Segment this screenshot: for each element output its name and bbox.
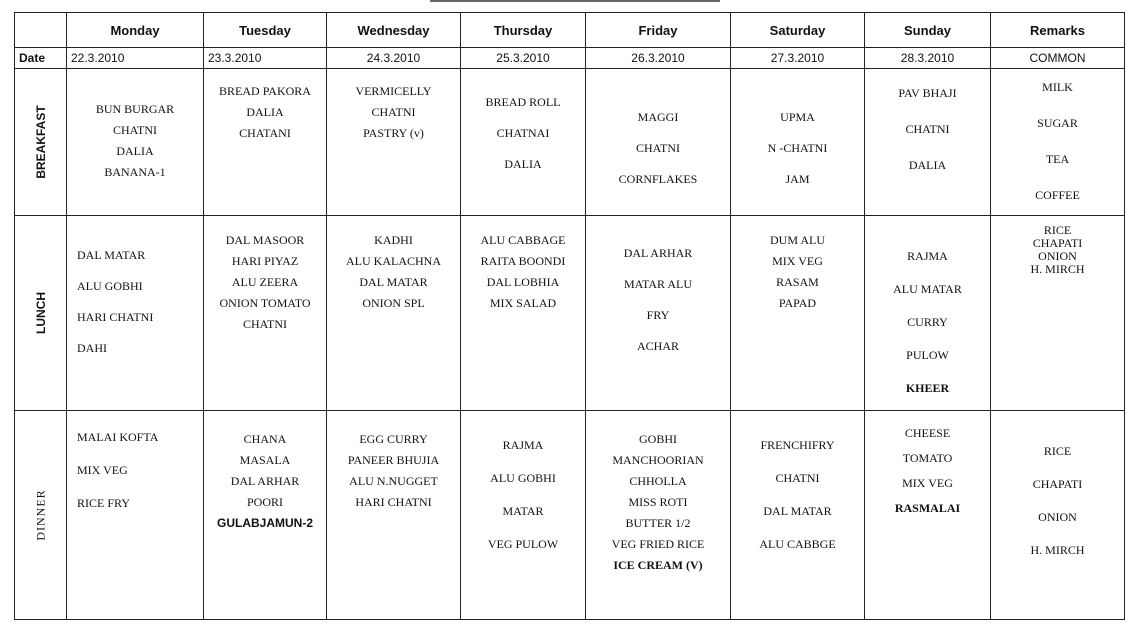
lunch-cell-0 [67, 216, 204, 411]
lunch-label: LUNCH [33, 292, 48, 334]
menu-item: CHATANI [239, 126, 291, 140]
menu-item: DUM ALU [769, 233, 825, 247]
menu-item: CHAPATI [1032, 236, 1083, 250]
breakfast-cell-6 [865, 69, 991, 216]
lunch-cell-5 [731, 216, 865, 411]
menu-item: BANANA-1 [104, 165, 166, 179]
menu-item: HARI PIYAZ [231, 254, 299, 268]
menu-item: ONION SPL [362, 296, 425, 310]
menu-item: MIX VEG [772, 254, 823, 268]
lunch-cell-2 [327, 216, 461, 411]
date-cell: 23.3.2010 [204, 48, 327, 69]
menu-item: CHATNI [775, 471, 820, 485]
header-row [15, 13, 1125, 48]
menu-item: ALU N.NUGGET [349, 474, 438, 488]
header-tuesday: Tuesday [204, 13, 327, 48]
menu-item: H. MIRCH [1030, 543, 1085, 557]
menu-item: DAL MASOOR [225, 233, 305, 247]
menu-item: BUTTER 1/2 [625, 516, 691, 530]
dinner-cell-2 [327, 411, 461, 620]
breakfast-cell-4 [586, 69, 731, 216]
breakfast-items [461, 69, 585, 182]
header-remarks: Remarks [991, 13, 1125, 48]
dinner-items [731, 411, 864, 563]
menu-item: TEA [1045, 152, 1070, 166]
lunch-cell-6 [865, 216, 991, 411]
menu-item: MAGGI [637, 109, 679, 124]
menu-item: CHATNI [113, 123, 157, 137]
menu-item: MISS ROTI [628, 495, 688, 509]
breakfast-label-cell [15, 69, 67, 216]
menu-item: RAJMA [502, 438, 544, 452]
menu-item: POORI [246, 495, 283, 509]
lunch-items [586, 216, 730, 364]
menu-item: ALU CABBGE [759, 537, 836, 551]
menu-item: CHAPATI [1032, 477, 1083, 491]
dinner-items [586, 411, 730, 578]
menu-item: CORNFLAKES [618, 171, 698, 186]
lunch-cell-1 [204, 216, 327, 411]
lunch-items [204, 216, 326, 337]
menu-item: CHATNAI [496, 126, 550, 140]
menu-item: DAL LOBHIA [486, 275, 560, 289]
menu-item: GULABJAMUN-2 [217, 516, 313, 530]
breakfast-cell-2 [327, 69, 461, 216]
menu-item: RICE FRY [77, 496, 131, 510]
menu-item: FRY [646, 308, 670, 322]
menu-item: CURRY [907, 315, 948, 329]
menu-item: TOMATO [902, 451, 953, 465]
menu-item: MIX VEG [77, 463, 128, 477]
menu-item: DAL MATAR [359, 275, 428, 289]
date-cell: 27.3.2010 [731, 48, 865, 69]
menu-item: DAL ARHAR [623, 246, 693, 260]
menu-item: GOBHI [639, 432, 677, 446]
menu-item: MATAR ALU [623, 277, 693, 291]
dinner-items [204, 411, 326, 536]
menu-item: COFFEE [1035, 188, 1080, 202]
menu-item: MATAR [502, 504, 544, 518]
menu-item: CHATNI [371, 105, 416, 119]
menu-item: CHEESE [904, 426, 951, 440]
dinner-cell-0 [67, 411, 204, 620]
menu-item: DAL ARHAR [230, 474, 300, 488]
menu-item: MALAI KOFTA [77, 430, 159, 444]
menu-item: DAL MATAR [77, 248, 146, 262]
breakfast-items [327, 69, 460, 146]
menu-item: VEG FRIED RICE [611, 537, 705, 551]
breakfast-cell-0 [67, 69, 204, 216]
menu-item: VERMICELLY [355, 84, 432, 98]
menu-item: RICE [1043, 223, 1072, 237]
breakfast-items [204, 69, 326, 146]
header-sunday: Sunday [865, 13, 991, 48]
menu-item: CHHOLLA [629, 474, 687, 488]
menu-item: CHATNI [636, 140, 680, 155]
menu-item: ALU GOBHI [490, 471, 556, 485]
menu-item: MANCHOORIAN [612, 453, 704, 467]
breakfast-cell-5 [731, 69, 865, 216]
top-rule [430, 0, 720, 2]
menu-item: DALIA [908, 158, 947, 172]
menu-item: ICE CREAM (V) [613, 558, 703, 572]
lunch-items [865, 216, 990, 407]
menu-item: ALU MATAR [893, 282, 962, 296]
date-cell: 28.3.2010 [865, 48, 991, 69]
menu-item: MIX VEG [902, 476, 953, 490]
menu-item: HARI CHATNI [355, 495, 432, 509]
breakfast-label: BREAKFAST [33, 105, 48, 179]
header-wednesday: Wednesday [327, 13, 461, 48]
date-label: Date [15, 48, 67, 69]
menu-item: BUN BURGAR [95, 102, 175, 116]
menu-item: UPMA [780, 109, 815, 124]
menu-item: ACHAR [636, 339, 679, 353]
menu-item: H. MIRCH [1030, 262, 1085, 276]
lunch-items [731, 216, 864, 316]
dinner-cell-3 [461, 411, 586, 620]
dinner-items [991, 411, 1124, 569]
menu-item: DAL MATAR [763, 504, 832, 518]
menu-item: RICE [1043, 444, 1072, 458]
menu-item: MILK [1042, 80, 1073, 94]
date-cell: 22.3.2010 [67, 48, 204, 69]
dinner-cell-1 [204, 411, 327, 620]
menu-item: CHATNI [905, 122, 950, 136]
menu-item: RASAM [776, 275, 819, 289]
menu-item: N -CHATNI [767, 140, 828, 155]
breakfast-items [586, 88, 730, 197]
header-thursday: Thursday [461, 13, 586, 48]
dinner-items [67, 411, 203, 522]
breakfast-items [731, 88, 864, 197]
dinner-cell-5 [731, 411, 865, 620]
dinner-cell-4 [586, 411, 731, 620]
menu-item: PASTRY (v) [363, 126, 424, 140]
header-monday: Monday [67, 13, 204, 48]
header-saturday: Saturday [731, 13, 865, 48]
breakfast-cell-7 [991, 69, 1125, 216]
date-cell: COMMON [991, 48, 1125, 69]
menu-item: PULOW [906, 348, 949, 362]
lunch-cell-7 [991, 216, 1125, 411]
menu-item: ALU ZEERA [231, 275, 299, 289]
dinner-cell-7 [991, 411, 1125, 620]
lunch-items [461, 216, 585, 316]
dinner-cell-6 [865, 411, 991, 620]
menu-item: BREAD PAKORA [219, 84, 311, 98]
weekly-menu-table [14, 12, 1125, 620]
lunch-items [327, 216, 460, 316]
menu-item: BREAD ROLL [485, 95, 561, 109]
dinner-label-cell [15, 411, 67, 620]
menu-item: KADHI [374, 233, 413, 247]
menu-item: DALIA [246, 105, 284, 119]
lunch-label-cell [15, 216, 67, 411]
menu-item: MASALA [239, 453, 291, 467]
menu-item: CHATNI [243, 317, 287, 331]
header-corner [15, 13, 67, 48]
lunch-items [67, 216, 203, 366]
breakfast-items [991, 69, 1124, 215]
header-friday: Friday [586, 13, 731, 48]
date-row [15, 48, 1125, 69]
dinner-items [461, 411, 585, 563]
date-cell: 26.3.2010 [586, 48, 731, 69]
menu-item: PAPAD [778, 296, 817, 310]
date-cell: 25.3.2010 [461, 48, 586, 69]
menu-item: ALU KALACHNA [346, 254, 441, 268]
menu-item: DALIA [504, 157, 542, 171]
dinner-items [327, 411, 460, 515]
breakfast-cell-1 [204, 69, 327, 216]
menu-item: PAV BHAJI [898, 86, 957, 100]
menu-item: ALU CABBAGE [480, 233, 566, 247]
menu-item: ALU GOBHI [77, 279, 143, 293]
menu-item: FRENCHIFRY [760, 438, 835, 452]
lunch-cell-3 [461, 216, 586, 411]
lunch-row [15, 216, 1125, 411]
breakfast-cell-3 [461, 69, 586, 216]
menu-item: DALIA [116, 144, 154, 158]
menu-item: VEG PULOW [487, 537, 559, 551]
menu-item: RAITA BOONDI [480, 254, 566, 268]
dinner-label: DINNER [33, 489, 47, 541]
menu-item: HARI CHATNI [77, 310, 154, 324]
menu-item: ONION [1038, 510, 1077, 524]
menu-item: EGG CURRY [359, 432, 428, 446]
lunch-cell-4 [586, 216, 731, 411]
menu-item: RASMALAI [894, 501, 961, 515]
breakfast-items [865, 69, 990, 185]
menu-item: PANEER BHUJIA [347, 453, 440, 467]
menu-item: CHANA [243, 432, 287, 446]
menu-item: DAHI [77, 341, 107, 355]
menu-item: RAJMA [907, 249, 948, 263]
menu-item: JAM [785, 171, 810, 186]
lunch-items [991, 216, 1124, 278]
menu-item: ONION [1038, 249, 1077, 263]
breakfast-row [15, 69, 1125, 216]
menu-item: KHEER [905, 381, 950, 395]
menu-item: SUGAR [1037, 116, 1078, 130]
breakfast-items [67, 99, 203, 185]
menu-item: ONION TOMATO [219, 296, 311, 310]
menu-item: MIX SALAD [489, 296, 557, 310]
date-cell: 24.3.2010 [327, 48, 461, 69]
dinner-row [15, 411, 1125, 620]
dinner-items [865, 411, 990, 523]
